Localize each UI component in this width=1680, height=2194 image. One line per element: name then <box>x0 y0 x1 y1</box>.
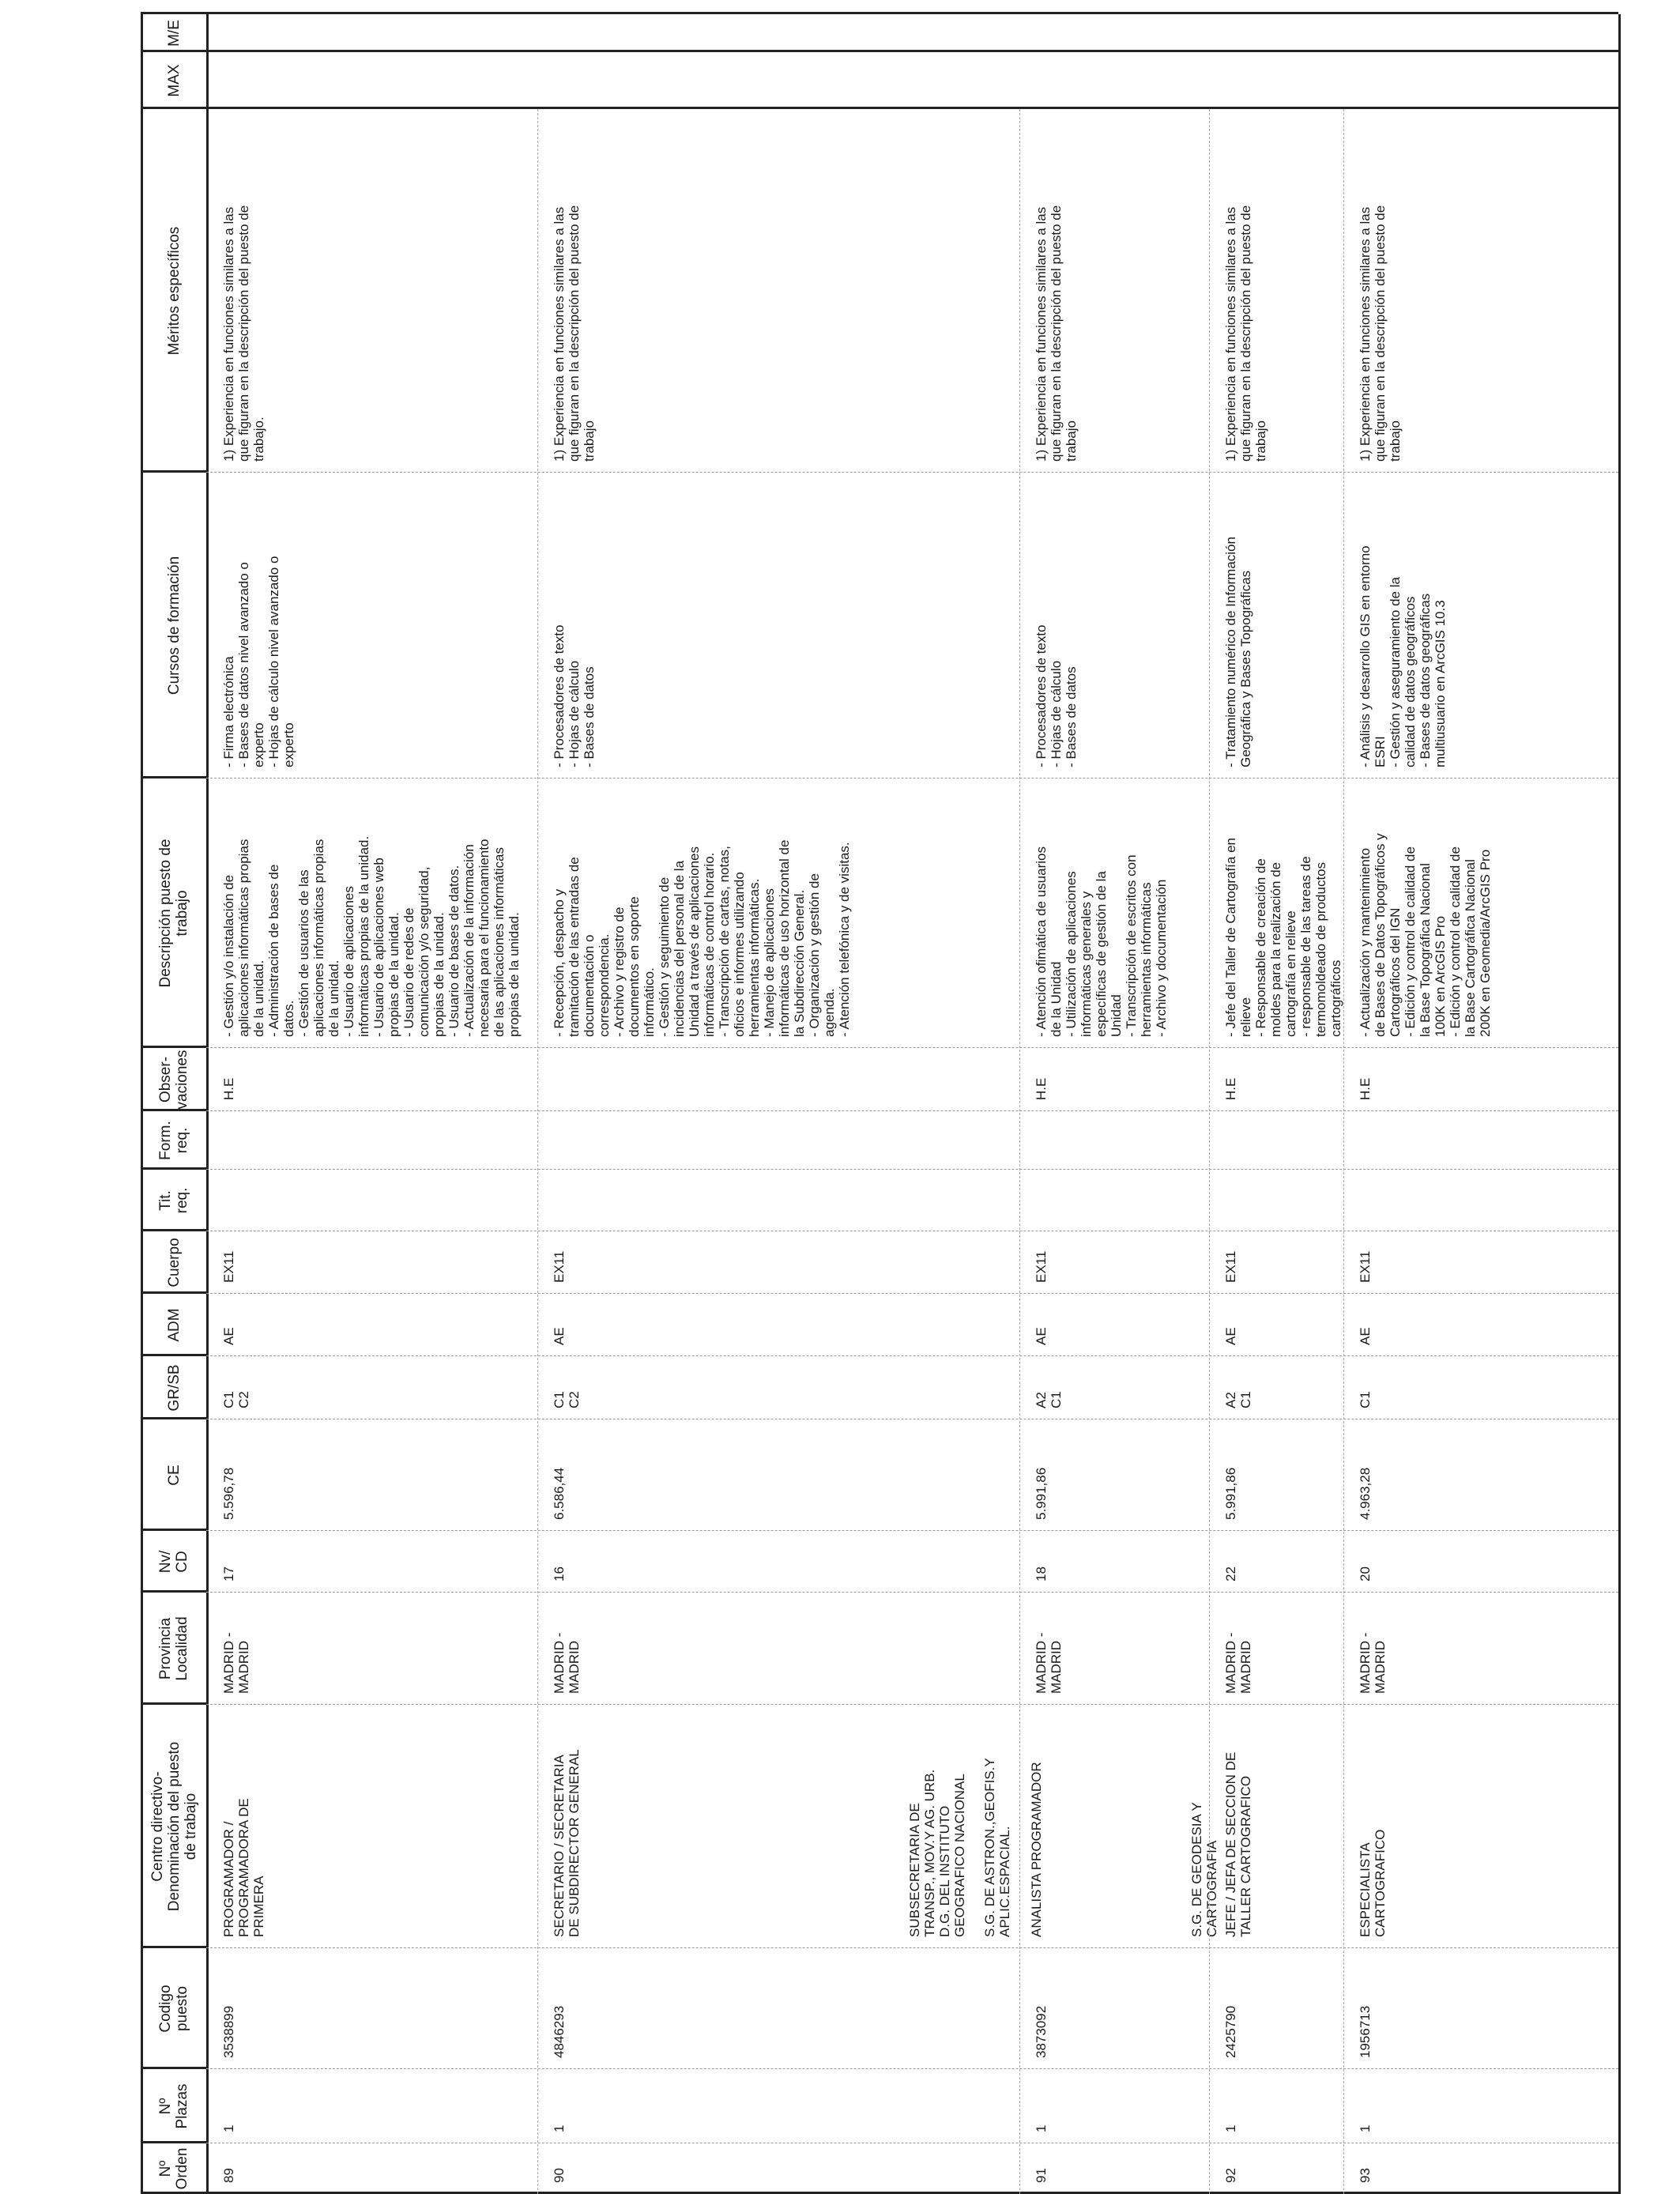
row-91-meritos: 1) Experiencia en funciones similares a las que figuran en la descripción del puesto de trabajo <box>1034 205 1079 462</box>
row-90-ce: 6.586,44 <box>552 1467 567 1520</box>
table-border <box>141 2141 206 2143</box>
header-meritos: Méritos específicos <box>165 226 183 356</box>
column-separator <box>206 1110 1618 1111</box>
table-border <box>141 12 1618 14</box>
row-93-obs: H.E <box>1358 1077 1373 1100</box>
row-91-provincia: MADRID - MADRID <box>1034 1632 1064 1694</box>
column-separator <box>206 1530 1618 1531</box>
header-ce: CE <box>165 1465 183 1486</box>
row-89-codigo: 3538899 <box>221 2005 236 2058</box>
column-separator <box>206 472 1618 473</box>
row-91-cuerpo: EX11 <box>1034 1250 1049 1283</box>
header-obs: Obser- vaciones <box>157 1050 190 1110</box>
header-me: M/E <box>165 20 183 47</box>
row-89-meritos: 1) Experiencia en funciones similares a las que figuran en la descripción del puesto de trabajo. <box>221 205 266 462</box>
row-92-gr: A2 C1 <box>1223 1391 1253 1408</box>
row-93-codigo: 1956713 <box>1358 2005 1373 2058</box>
row-93-plazas: 1 <box>1358 2124 1373 2132</box>
table-border <box>141 1946 206 1948</box>
table-border <box>141 14 143 2194</box>
table-border <box>141 1417 206 1419</box>
row-92-plazas: 1 <box>1223 2124 1238 2132</box>
row-92-orden: 92 <box>1223 2168 1238 2183</box>
row-93-desc: - Actualización y mantenimiento de Bases de Datos Topográficos y Cartográficos del IGN - Edición y control de calidad de la Base Topográfica Nacional 100K en ArcGIS Pro - Edición y control de calidad de la Base Cartográfica Nacional 200K en Geomedia/ArcGIS Pro <box>1358 833 1493 1037</box>
row-91-nv: 18 <box>1034 1566 1049 1581</box>
column-separator <box>206 1592 1618 1593</box>
row-93-centro: ESPECIALISTA CARTOGRAFICO <box>1358 1829 1388 1937</box>
row-separator <box>1343 109 1344 2194</box>
row-92-adm: AE <box>1223 1327 1238 1345</box>
column-separator <box>206 1293 1618 1294</box>
header-adm: ADM <box>165 1308 183 1342</box>
row-90-orden: 90 <box>552 2168 567 2183</box>
table-border <box>141 776 206 778</box>
table-border <box>141 1229 206 1231</box>
row-89-orden: 89 <box>221 2168 236 2183</box>
column-separator <box>206 1704 1618 1705</box>
row-93-adm: AE <box>1358 1327 1373 1345</box>
row-93-gr: C1 <box>1358 1391 1373 1408</box>
header-cursos: Cursos de formación <box>165 556 183 696</box>
row-90-adm: AE <box>552 1327 567 1345</box>
section-heading: SUBSECRETARIA DE TRANSP., MOV.Y AG. URB. D.G. DEL INSTITUTO GEOGRAFICO NACIONAL S.G. DE ASTRON.,GEOFIS.Y APLIC.ESPACIAL. <box>907 1758 1012 1937</box>
row-91-cursos: - Procesadores de texto - Hojas de cálculo - Bases de datos <box>1034 624 1079 767</box>
row-90-provincia: MADRID - MADRID <box>552 1632 582 1694</box>
row-89-provincia: MADRID - MADRID <box>221 1632 251 1694</box>
row-89-adm: AE <box>221 1327 236 1345</box>
table-border <box>141 1291 206 1294</box>
row-91-plazas: 1 <box>1034 2124 1049 2132</box>
table-border <box>141 1109 206 1111</box>
row-90-meritos: 1) Experiencia en funciones similares a las que figuran en la descripción del puesto de trabajo <box>552 205 597 462</box>
table-border <box>141 1354 206 1356</box>
row-92-ce: 5.991,86 <box>1223 1467 1238 1520</box>
row-92-meritos: 1) Experiencia en funciones similares a las que figuran en la descripción del puesto de trabajo <box>1223 205 1268 462</box>
table-border <box>141 1046 206 1048</box>
table-border <box>1618 14 1621 2194</box>
row-92-codigo: 2425790 <box>1223 2005 1238 2058</box>
row-separator <box>1019 109 1020 2194</box>
row-92-cuerpo: EX11 <box>1223 1250 1238 1283</box>
row-92-cursos: - Tratamiento numérico de Información Geográfica y Bases Topográficas <box>1223 537 1253 767</box>
header-orden: Nº Orden <box>157 2147 190 2190</box>
table-border <box>141 50 1618 52</box>
row-90-nv: 16 <box>552 1566 567 1581</box>
row-90-plazas: 1 <box>552 2124 567 2132</box>
row-separator <box>537 109 538 2194</box>
row-91-codigo: 3873092 <box>1034 2005 1049 2058</box>
row-89-centro: PROGRAMADOR / PROGRAMADORA DE PRIMERA <box>221 1798 266 1937</box>
header-tit: Tit. req. <box>157 1187 190 1214</box>
table-border <box>141 1702 206 1705</box>
column-separator <box>206 2068 1618 2069</box>
header-codigo: Codigo puesto <box>157 1985 190 2033</box>
row-93-nv: 20 <box>1358 1566 1373 1581</box>
column-separator <box>206 1947 1618 1948</box>
column-separator <box>206 1047 1618 1048</box>
row-92-nv: 22 <box>1223 1566 1238 1581</box>
table-border <box>141 1529 206 1531</box>
table-border <box>141 470 206 473</box>
row-93-provincia: MADRID - MADRID <box>1358 1632 1388 1694</box>
row-91-orden: 91 <box>1034 2168 1049 2183</box>
row-90-cuerpo: EX11 <box>552 1250 567 1283</box>
row-89-cursos: - Firma electrónica - Bases de datos nivel avanzado o experto - Hojas de cálculo nivel avanzado o experto <box>221 556 296 767</box>
row-93-meritos: 1) Experiencia en funciones similares a las que figuran en la descripción del puesto de trabajo <box>1358 205 1403 462</box>
row-93-cuerpo: EX11 <box>1358 1250 1373 1283</box>
row-89-plazas: 1 <box>221 2124 236 2132</box>
row-90-cursos: - Procesadores de texto - Hojas de cálculo - Bases de datos <box>552 624 597 767</box>
row-89-desc: - Gestión y/o instalación de aplicaciones informáticas propias de la unidad. - Administración de bases de datos. - Gestión de usuarios de las aplicaciones informáticas propias de la unidad. - Usuario de aplicaciones informáticas propias de la unidad. - Usuario de aplicaciones web propias de la unidad. - Usuario de redes de comunicación y/o seguridad, propias de la unidad. - Usuario de bases de datos. - Actualización de la información necesaria para el funcionamiento de las aplicaciones informáticas propias de la unidad. <box>221 835 522 1037</box>
header-desc: Descripción puesto de trabajo <box>157 839 190 988</box>
row-90-desc: - Recepción, despacho y tramitación de las entradas de documentación o correspondencia. - Archivo y registro de documentos en soporte informático. - Gestión y seguimiento de incidencias del personal de la Unidad a través de aplicaciones informáticas de control horario. - Transcripción de cartas, notas, oficios e informes utilizando herramientas informáticas. - Manejo de aplicaciones informáticas de uso horizontal de la Subdirección General. - Organización y gestión de agenda. - Atención telefónica y de visitas. <box>552 839 852 1037</box>
row-89-nv: 17 <box>221 1566 236 1581</box>
row-92-provincia: MADRID - MADRID <box>1223 1632 1253 1694</box>
section-heading: S.G. DE GEODESIA Y CARTOGRAFIA <box>1189 1802 1219 1937</box>
header-max: MAX <box>165 64 183 97</box>
header-nv: Nv/ CD <box>157 1550 190 1574</box>
table-border <box>141 107 1618 109</box>
row-90-codigo: 4846293 <box>552 2005 567 2058</box>
row-89-ce: 5.596,78 <box>221 1467 236 1520</box>
table-border <box>141 1590 206 1593</box>
row-89-obs: H.E <box>221 1077 236 1100</box>
row-89-cuerpo: EX11 <box>221 1250 236 1283</box>
table-border <box>206 14 209 2194</box>
column-separator <box>206 1169 1618 1170</box>
row-91-ce: 5.991,86 <box>1034 1467 1049 1520</box>
row-92-centro: JEFE / JEFA DE SECCION DE TALLER CARTOGRAFICO <box>1223 1751 1253 1937</box>
row-91-obs: H.E <box>1034 1077 1049 1100</box>
row-91-gr: A2 C1 <box>1034 1391 1064 1408</box>
row-92-obs: H.E <box>1223 1077 1238 1100</box>
row-91-centro: ANALISTA PROGRAMADOR <box>1029 1762 1044 1937</box>
header-gr: GR/SB <box>165 1364 183 1412</box>
header-plazas: Nº Plazas <box>157 2083 190 2129</box>
row-91-adm: AE <box>1034 1327 1049 1345</box>
row-separator <box>1209 109 1210 2194</box>
row-93-cursos: - Análisis y desarrollo GIS en entorno ESRI - Gestión y aseguramiento de la calidad de datos geográficos - Bases de datos geográficas multiusuario en ArcGIS 10.3 <box>1358 545 1448 767</box>
row-90-gr: C1 C2 <box>552 1391 582 1408</box>
row-91-desc: - Atención ofimática de usuarios de la Unidad - Utilización de aplicaciones informáticas generales y específicas de gestión de la Unidad - Transcripción de escritos con herramientas informáticas - Archivo y documentación <box>1034 846 1169 1037</box>
header-centro: Centro directivo- Denominación del puesto de trabajo <box>149 1741 199 1912</box>
table-border <box>141 2067 206 2069</box>
header-cuerpo: Cuerpo <box>165 1238 183 1287</box>
column-separator <box>206 1355 1618 1356</box>
table-border <box>141 1167 206 1170</box>
row-93-ce: 4.963,28 <box>1358 1467 1373 1520</box>
row-90-centro: SECRETARIO / SECRETARIA DE SUBDIRECTOR GENERAL <box>552 1749 582 1937</box>
header-provincia: Provincia Localidad <box>157 1616 190 1681</box>
row-89-gr: C1 C2 <box>221 1391 251 1408</box>
row-93-orden: 93 <box>1358 2168 1373 2183</box>
row-92-desc: - Jefe del Taller de Cartografía en relieve - Responsable de creación de moldes para la realización de cartografía en relieve - responsable de las tareas de termomoldeado de productos cartográficos <box>1223 838 1343 1037</box>
header-form: Form. req. <box>157 1121 190 1160</box>
